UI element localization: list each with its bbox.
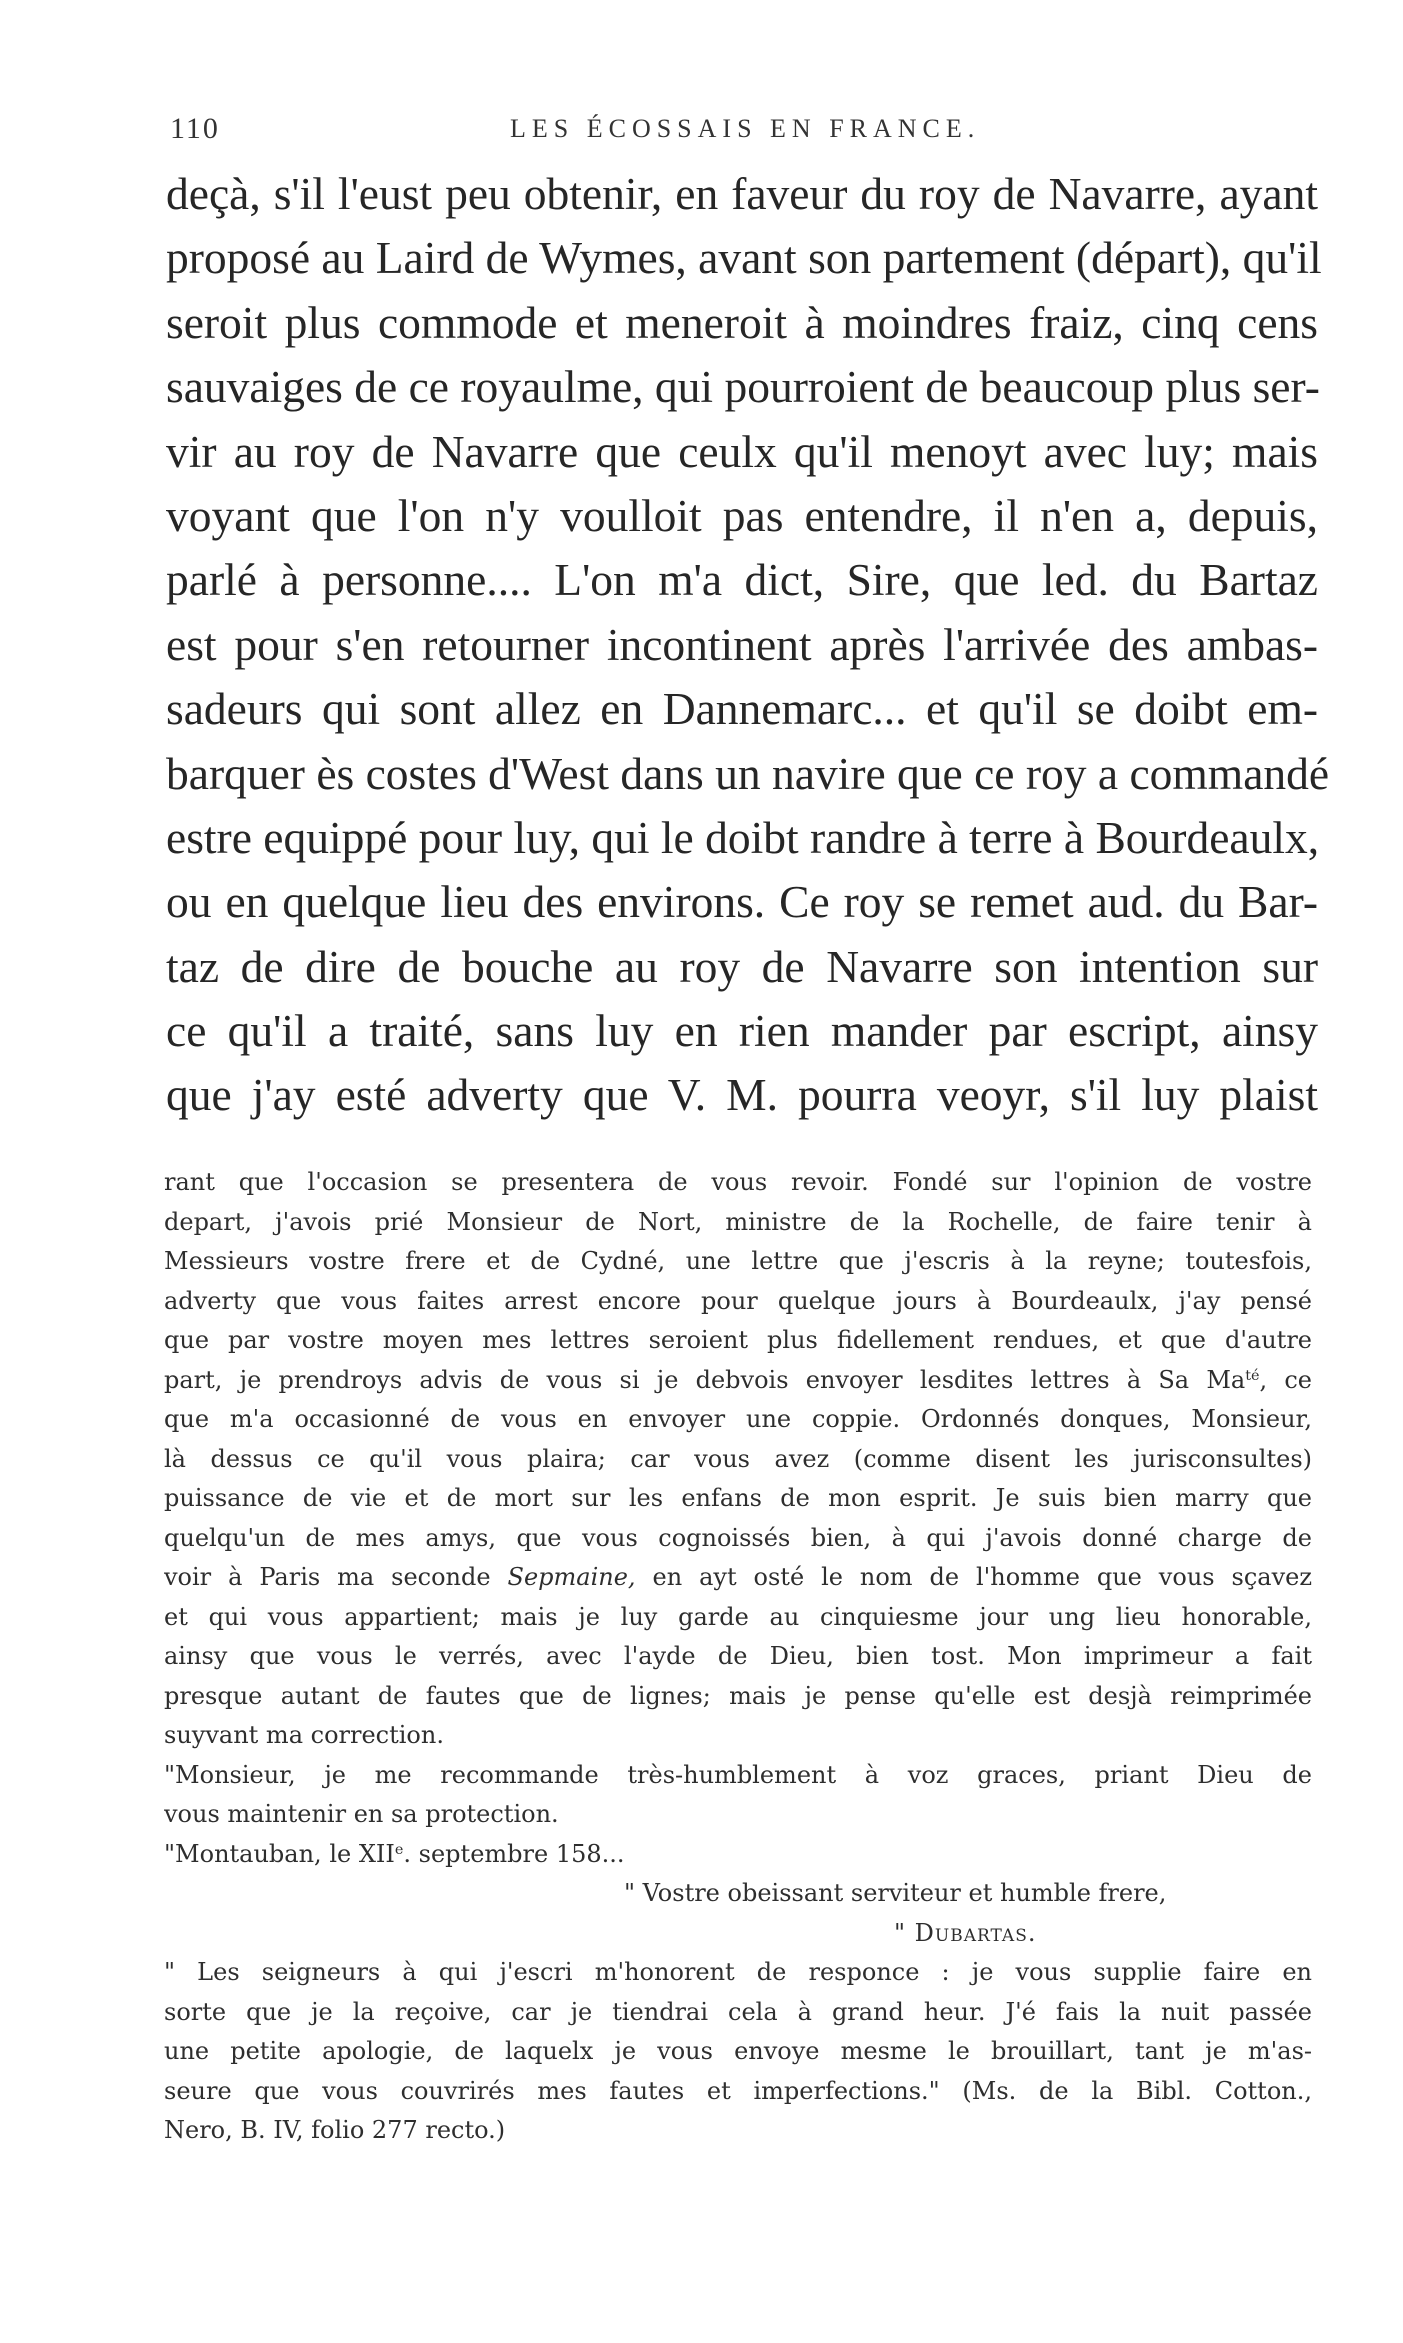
- main-text-line: deçà, s'il l'eust peu obtenir, en faveur du roy de Navarre, ayant: [166, 168, 1318, 219]
- main-text-line: est pour s'en retourner incontinent après l'arrivée des ambas-: [166, 618, 1318, 670]
- footnote-line: que par vostre moyen mes lettres seroient plus fidellement rendues, et que d'autre: [164, 1326, 1312, 1354]
- footnote-line: " Les seigneurs à qui j'escri m'honorent de responce : je vous supplie faire en: [164, 1958, 1312, 1986]
- footnote-text: , ce: [1259, 1365, 1312, 1394]
- footnote-line: Messieurs vostre frere et de Cydné, une lettre que j'escris à la reyne; toutesfois,: [164, 1247, 1312, 1275]
- footnote-line: [164, 1361, 1312, 1401]
- footnote-line: que m'a occasionné de vous en envoyer une coppie. Ordonnés donques, Monsieur,: [164, 1405, 1312, 1433]
- footnote-line: depart, j'avois prié Monsieur de Nort, ministre de la Rochelle, de faire tenir à: [164, 1207, 1312, 1236]
- footnote-line: là dessus ce qu'il vous plaira; car vous avez (comme disent les jurisconsultes): [164, 1444, 1312, 1473]
- footnote-line: adverty que vous faites arrest encore pour quelque jours à Bourdeaulx, j'ay pensé: [164, 1286, 1312, 1315]
- main-text-line: parlé à personne.... L'on m'a dict, Sire, que led. du Bartaz: [166, 554, 1318, 606]
- footnote-line: sorte que je la reçoive, car je tiendrai cela à grand heur. J'é fais la nuit passée: [164, 1997, 1312, 2026]
- superscript: té: [1245, 1367, 1260, 1384]
- italic-title: Sepmaine,: [507, 1563, 636, 1591]
- footnote-line: seure que vous couvrirés mes fautes et imperfections." (Ms. de la Bibl. Cotton.,: [164, 2076, 1312, 2105]
- main-text-line: seroit plus commode et meneroit à moindres fraiz, cinq cens: [166, 296, 1318, 348]
- footnote-closing: " Vostre obeissant serviteur et humble frere,: [624, 1879, 1167, 1907]
- page-number: 110: [170, 112, 220, 145]
- footnote-text: . septembre 158...: [403, 1839, 625, 1868]
- main-text-block: [166, 162, 1330, 1128]
- footnote-block: [164, 1163, 1312, 2151]
- footnote-line: quelqu'un de mes amys, que vous cognoissés bien, à qui j'avois donné charge de: [164, 1523, 1312, 1552]
- main-text-line: estre equippé pour luy, qui le doibt randre à terre à Bourdeaulx,: [166, 811, 1320, 863]
- main-text-line: sadeurs qui sont allez en Dannemarc... et qu'il se doibt em-: [166, 683, 1318, 735]
- superscript: e: [394, 1841, 404, 1858]
- footnote-text: "Montauban, le XII: [164, 1839, 395, 1868]
- footnote-text: part, je prendroys advis de vous si je debvois envoyer lesdites lettres à Sa Ma: [164, 1365, 1246, 1394]
- main-text-line: voyant que l'on n'y voulloit pas entendre, il n'en a, depuis,: [166, 489, 1318, 541]
- main-text-line: ou en quelque lieu des environs. Ce roy se remet aud. du Bar-: [166, 876, 1318, 928]
- footnote-line: "Monsieur, je me recommande très-humblement à voz graces, priant Dieu de: [164, 1760, 1312, 1789]
- footnote-line: presque autant de fautes que de lignes; mais je pense qu'elle est desjà reimprimée: [164, 1681, 1312, 1710]
- running-head: [170, 112, 1318, 152]
- footnote-line: puissance de vie et de mort sur les enfans de mon esprit. Je suis bien marry que: [164, 1484, 1312, 1512]
- footnote-line: [164, 1835, 1312, 1875]
- main-text-line: ce qu'il a traité, sans luy en rien mander par escript, ainsy: [166, 1005, 1318, 1057]
- footnote-line: [164, 1558, 1312, 1598]
- footnote-line: et qui vous appartient; mais je luy garde au cinquiesme jour ung lieu honorable,: [164, 1602, 1312, 1631]
- main-text-line: vir au roy de Navarre que ceulx qu'il menoyt avec luy; mais: [166, 425, 1318, 477]
- running-title: LES ÉCOSSAIS EN FRANCE.: [510, 114, 981, 143]
- main-text-line: sauvaiges de ce royaulme, qui pourroient de beaucoup plus ser-: [166, 361, 1320, 413]
- footnote-line: Nero, B. IV, folio 277 recto.): [164, 2116, 506, 2144]
- footnote-line: vous maintenir en sa protection.: [164, 1800, 559, 1828]
- main-text-line: proposé au Laird de Wymes, avant son partement (départ), qu'il: [166, 232, 1322, 284]
- footnote-line: rant que l'occasion se presentera de vous revoir. Fondé sur l'opinion de vostre: [164, 1168, 1312, 1196]
- footnote-signature: " Dubartas.: [894, 1918, 1037, 1947]
- footnote-text: voir à Paris ma seconde: [164, 1563, 508, 1591]
- footnote-line: ainsy que vous le verrés, avec l'ayde de Dieu, bien tost. Mon imprimeur a fait: [164, 1642, 1312, 1670]
- footnote-line: une petite apologie, de laquelx je vous envoye mesme le brouillart, tant je m'as-: [164, 2037, 1312, 2065]
- footnote-line: suyvant ma correction.: [164, 1721, 444, 1749]
- main-text-line: barquer ès costes d'West dans un navire que ce roy a commandé: [166, 747, 1330, 799]
- main-text-line: que j'ay esté adverty que V. M. pourra veoyr, s'il luy plaist: [166, 1069, 1318, 1121]
- main-text-line: taz de dire de bouche au roy de Navarre son intention sur: [166, 940, 1318, 992]
- footnote-text: en ayt osté le nom de l'homme que vous sçavez: [635, 1563, 1312, 1591]
